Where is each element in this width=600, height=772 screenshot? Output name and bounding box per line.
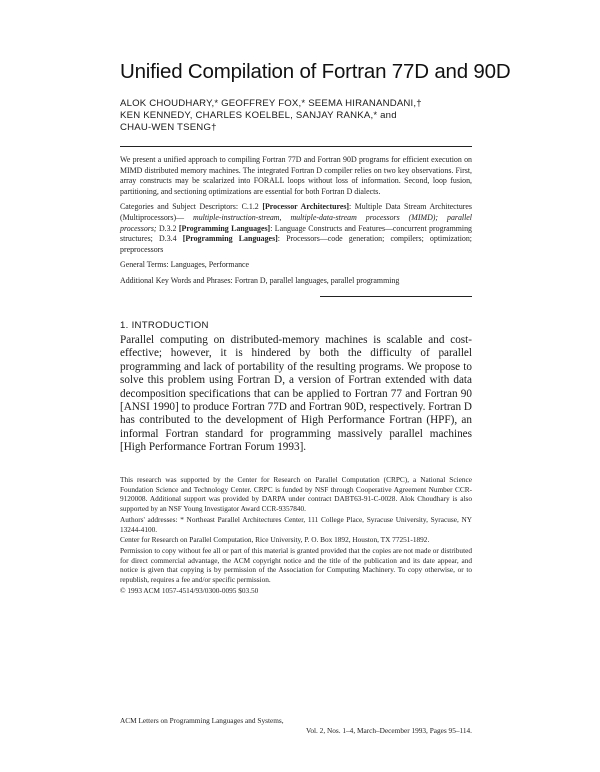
funding-note: This research was supported by the Center for Research on Parallel Computation (CRPC), a National Science Foundation Science and Technology Center. CRPC is funded by NSF through Cooperative Agreement Number CCR-9120008. Additional support was provided by DARPA under contract DABT63-91-C-0028. Alok Choudhary is also supported by an NSF Young Investigator Award CCR-9357840. bbox=[120, 475, 472, 514]
keywords-value: Fortran D, parallel languages, parallel programming bbox=[234, 275, 400, 285]
category-code: D.3.4 bbox=[159, 234, 177, 244]
top-rule bbox=[120, 146, 472, 147]
category-name: [Programming Languages] bbox=[182, 234, 278, 244]
categories-block bbox=[120, 202, 472, 255]
general-terms-label: General Terms: bbox=[120, 260, 169, 270]
category-desc: multiple-instruction-stream, multiple-data-stream processors (MIMD); parallel processors; bbox=[120, 212, 472, 233]
category-code: D.3.2 bbox=[158, 223, 177, 233]
keywords bbox=[120, 276, 472, 287]
category-desc: : Language Constructs and Features—concurrent programming structures; bbox=[120, 223, 473, 244]
author-line-2: KEN KENNEDY, CHARLES KOELBEL, SANJAY RANKA,* and bbox=[120, 110, 397, 121]
author-list bbox=[120, 98, 500, 134]
general-terms bbox=[120, 260, 472, 271]
copyright-line: © 1993 ACM 1057-4514/93/0300-0095 $03.50 bbox=[120, 585, 259, 595]
footnotes-block bbox=[120, 475, 472, 596]
abstract-text: We present a unified approach to compiling Fortran 77D and Fortran 90D programs for efficient execution on MIMD distributed memory machines. The integrated Fortran D compiler relies on two key observations. First, array constructs may be scalarized into FORALL loops without loss of information. Second, loop fusion, partitioning, and sectioning optimizations are essential for both Fortran D dialects. bbox=[120, 155, 472, 196]
abstract-block bbox=[120, 155, 472, 292]
categories-label: Categories and Subject Descriptors: bbox=[120, 202, 239, 212]
keywords-label: Additional Key Words and Phrases: bbox=[120, 275, 233, 285]
author-line-1: ALOK CHOUDHARY,* GEOFFREY FOX,* SEEMA HIRANANDANI,† bbox=[120, 98, 422, 109]
section-heading: 1. INTRODUCTION bbox=[120, 320, 209, 331]
journal-footer bbox=[120, 716, 472, 735]
author-line-3: CHAU-WEN TSENG† bbox=[120, 122, 217, 133]
author-address-2: Center for Research on Parallel Computation, Rice University, P. O. Box 1892, Houston, TX 77251-1892. bbox=[120, 535, 430, 545]
category-name: [Programming Languages] bbox=[178, 223, 271, 233]
journal-issue: Vol. 2, Nos. 1–4, March–December 1993, Pages 95–114. bbox=[306, 725, 472, 735]
category-desc: : Multiple Data Stream Architectures (Multiprocessors)— bbox=[120, 202, 472, 222]
category-code: C.1.2 bbox=[241, 202, 259, 212]
category-desc: : Processors—code generation; compilers; optimization; preprocessors bbox=[120, 234, 473, 254]
permission-note: Permission to copy without fee all or part of this material is granted provided that the copies are not made or distributed for direct commercial advantage, the ACM copyright notice and the title of the publication and its date appear, and notice is given that copying is by permission of the Association for Computing Machinery. To copy otherwise, or to republish, requires a fee and/or specific permission. bbox=[120, 545, 472, 585]
introduction-text: Parallel computing on distributed-memory machines is scalable and cost-effective; however, it is hindered by both the difficulty of parallel programming and lack of portability of the resulting programs. We propose to solve this problem using Fortran D, a version of Fortran extended with data decomposition specifications that can be applied to Fortran 77 and Fortran 90 [ANSI 1990] to produce Fortran 77D and Fortran 90D, respectively. Fortran D has contributed to the development of High Performance Fortran (HPF), an informal Fortran standard for programming massively parallel machines [High Performance Fortran Forum 1993]. bbox=[120, 334, 472, 454]
abstract-end-rule bbox=[320, 296, 472, 297]
general-terms-value: Languages, Performance bbox=[170, 260, 250, 270]
author-address-1: Authors' addresses: * Northeast Parallel Architectures Center, 111 College Place, Syracuse University, Syracuse, NY 13244-4100. bbox=[120, 514, 472, 534]
category-name: [Processor Architectures] bbox=[262, 202, 350, 212]
paper-title: Unified Compilation of Fortran 77D and 90D bbox=[120, 60, 511, 83]
journal-name: ACM Letters on Programming Languages and Systems, bbox=[120, 716, 284, 725]
